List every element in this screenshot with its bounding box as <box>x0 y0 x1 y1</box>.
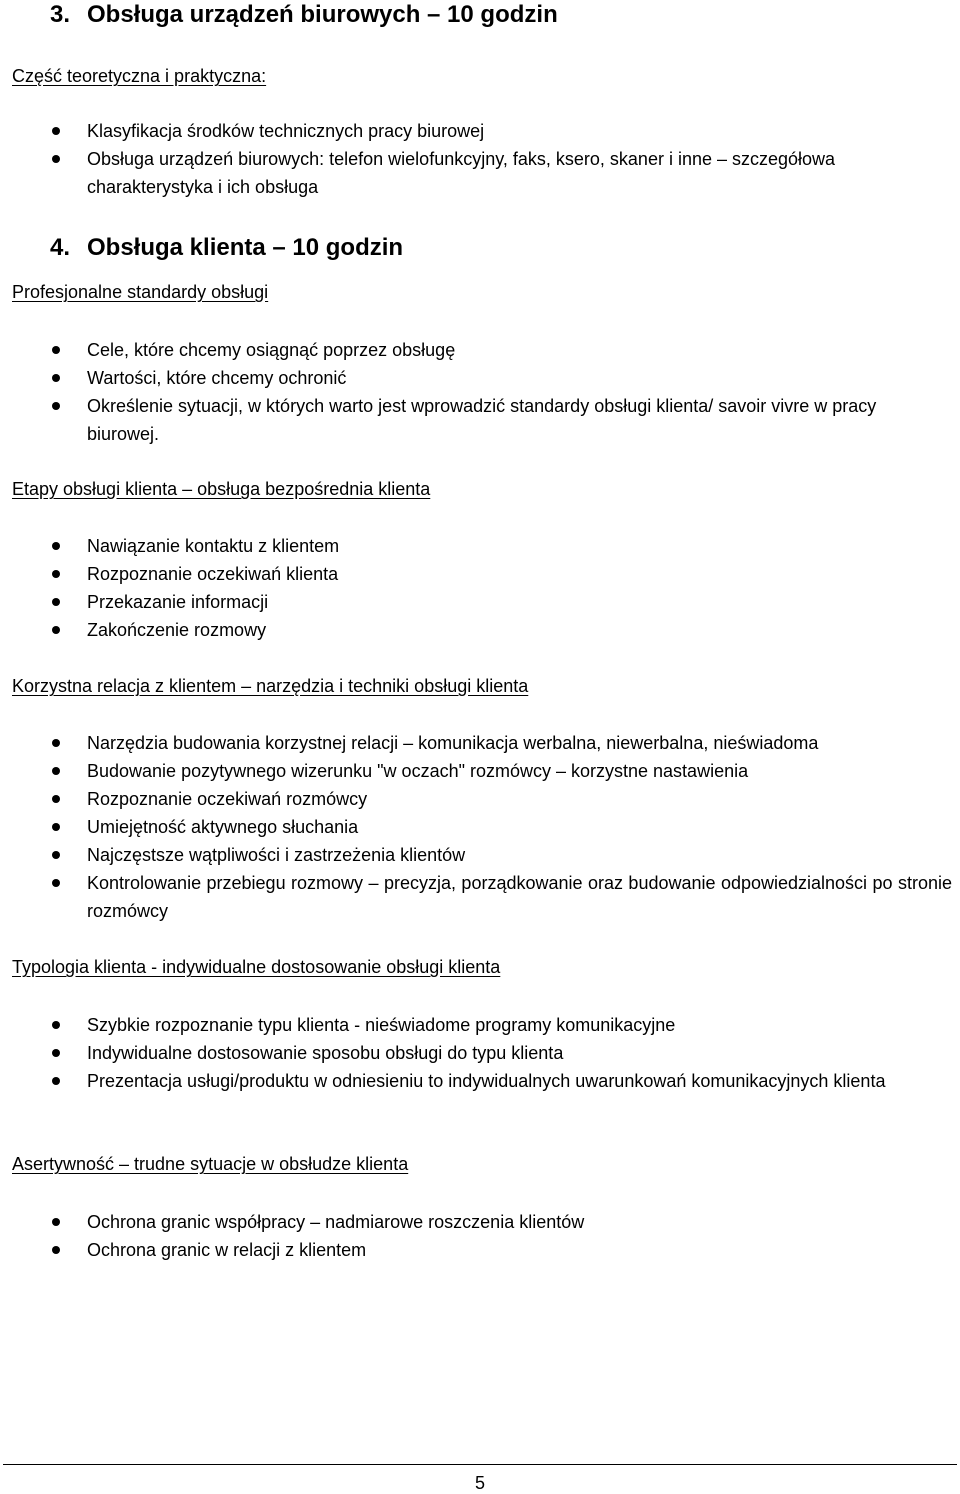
bullet-icon <box>52 374 60 382</box>
list-item: Klasyfikacja środków technicznych pracy biurowej <box>52 117 952 145</box>
list-item: Ochrona granic współpracy – nadmiarowe roszczenia klientów <box>52 1208 952 1236</box>
bullet-icon <box>52 851 60 859</box>
list-item: Najczęstsze wątpliwości i zastrzeżenia klientów <box>52 841 952 869</box>
bullet-icon <box>52 739 60 747</box>
list-item: Rozpoznanie oczekiwań klienta <box>52 560 952 588</box>
footer-divider <box>3 1464 957 1465</box>
bullet-icon <box>52 155 60 163</box>
section-3-heading <box>50 0 558 30</box>
list-item: Cele, które chcemy osiągnąć poprzez obsługę <box>52 336 952 364</box>
list-item: Umiejętność aktywnego słuchania <box>52 813 952 841</box>
bullet-icon <box>52 542 60 550</box>
bullet-icon <box>52 626 60 634</box>
group-heading-relations: Korzystna relacja z klientem – narzędzia i techniki obsługi klienta <box>12 676 529 696</box>
bullet-icon <box>52 795 60 803</box>
bullet-icon <box>52 1218 60 1226</box>
list-item: Indywidualne dostosowanie sposobu obsługi do typu klienta <box>52 1039 952 1067</box>
bullet-icon <box>52 402 60 410</box>
group-heading-typology: Typologia klienta - indywidualne dostosowanie obsługi klienta <box>12 957 501 977</box>
group-heading-assertiveness: Asertywność – trudne sytuacje w obsłudze klienta <box>12 1154 409 1174</box>
list-item: Narzędzia budowania korzystnej relacji – komunikacja werbalna, niewerbalna, nieświadoma <box>52 729 952 757</box>
list-item: Prezentacja usługi/produktu w odniesieniu to indywidualnych uwarunkowań komunikacyjnych klienta <box>52 1067 952 1095</box>
bullet-icon <box>52 823 60 831</box>
list-item: Ochrona granic w relacji z klientem <box>52 1236 952 1264</box>
section-3-subheading: Część teoretyczna i praktyczna: <box>12 66 267 86</box>
section-4-title: Obsługa klienta – 10 godzin <box>87 234 404 261</box>
bullet-icon <box>52 346 60 354</box>
group-heading-stages: Etapy obsługi klienta – obsługa bezpośrednia klienta <box>12 479 431 499</box>
bullet-icon <box>52 127 60 135</box>
list-item: Obsługa urządzeń biurowych: telefon wielofunkcyjny, faks, ksero, skaner i inne – szczegółowa charakterystyka i ich obsługa <box>52 145 952 201</box>
bullet-icon <box>52 879 60 887</box>
section-4-number: 4. <box>50 234 71 261</box>
list-item: Budowanie pozytywnego wizerunku "w oczach" rozmówcy – korzystne nastawienia <box>52 757 952 785</box>
section-4-heading <box>50 233 403 263</box>
page-number: 5 <box>474 1473 485 1493</box>
bullet-icon <box>52 1049 60 1057</box>
list-item: Przekazanie informacji <box>52 588 952 616</box>
bullet-icon <box>52 570 60 578</box>
bullet-icon <box>52 1021 60 1029</box>
bullet-icon <box>52 767 60 775</box>
list-item: Określenie sytuacji, w których warto jest wprowadzić standardy obsługi klienta/ savoir vivre w pracy biurowej. <box>52 392 952 448</box>
list-item: Rozpoznanie oczekiwań rozmówcy <box>52 785 952 813</box>
list-item: Nawiązanie kontaktu z klientem <box>52 532 952 560</box>
bullet-icon <box>52 598 60 606</box>
list-item: Kontrolowanie przebiegu rozmowy – precyzja, porządkowanie oraz budowanie odpowiedzialności po stronie rozmówcy <box>52 869 952 925</box>
section-3-number: 3. <box>50 1 71 28</box>
list-item: Szybkie rozpoznanie typu klienta - nieświadome programy komunikacyjne <box>52 1011 952 1039</box>
list-item: Zakończenie rozmowy <box>52 616 952 644</box>
bullet-icon <box>52 1246 60 1254</box>
bullet-icon <box>52 1077 60 1085</box>
group-heading-standards: Profesjonalne standardy obsługi <box>12 282 269 302</box>
section-3-title: Obsługa urządzeń biurowych – 10 godzin <box>87 1 558 28</box>
list-item: Wartości, które chcemy ochronić <box>52 364 952 392</box>
